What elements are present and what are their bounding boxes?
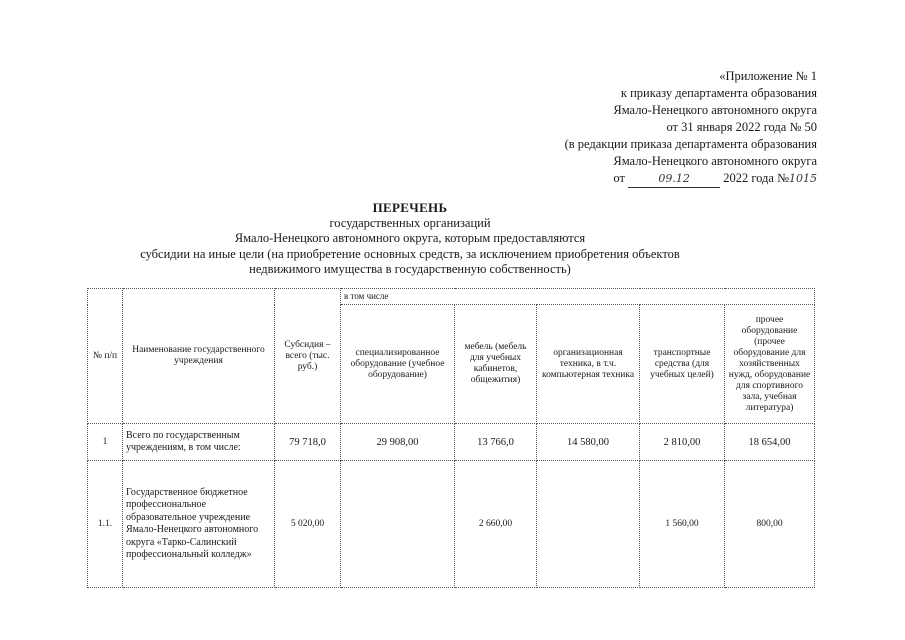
handwritten-number: 1015 [789,172,817,185]
attachment-line: «Приложение № 1 [719,69,817,83]
header-row [88,289,815,305]
attachment-date-line [565,170,817,188]
header-vehicles: транспортные средства (для учебных целей) [640,305,725,424]
handwritten-date: 09.12 [658,172,690,185]
header-furniture: мебель (мебель для учебных кабинетов, общежития) [455,305,537,424]
header-name: Наименование государственного учреждения [123,289,275,424]
date-suffix: 2022 года № [723,171,789,185]
row-num: 1 [88,424,123,461]
date-blank [628,170,720,188]
row-name: Государственное бюджетное профессиональное образовательное учреждение Ямало-Ненецкого автономного округа «Тарко-Салинский профессиональный колледж» [123,461,275,588]
row-vehicles: 2 810,00 [640,424,725,461]
attachment-line: от 31 января 2022 года № 50 [666,120,817,134]
header-other-equipment: прочее оборудование (прочее оборудование для хозяйственных нужд, оборудование для спортивного зала, учебная литература) [725,305,815,424]
header-total: Субсидия – всего (тыс. руб.) [275,289,341,424]
header-including: в том числе [341,289,815,305]
row-other-equipment: 18 654,00 [725,424,815,461]
header-num: № п/п [88,289,123,424]
attachment-line: Ямало-Ненецкого автономного округа [613,103,817,117]
attachment-line: к приказу департамента образования [620,86,817,100]
row-furniture: 13 766,0 [455,424,537,461]
table-row [88,461,815,588]
title-heading: ПЕРЕЧЕНЬ [372,200,448,215]
header-office-equipment: организационная техника, в т.ч. компьютерная техника [537,305,640,424]
title-line: Ямало-Ненецкого автономного округа, которым предоставляются [234,231,586,245]
row-vehicles: 1 560,00 [640,461,725,588]
row-name: Всего по государственным учреждениям, в том числе: [123,424,275,461]
row-office-equipment [537,461,640,588]
subsidy-table [87,288,815,588]
row-total: 5 020,00 [275,461,341,588]
attachment-line: (в редакции приказа департамента образования [564,137,817,151]
attachment-line: Ямало-Ненецкого автономного округа [613,154,817,168]
document-title [110,200,710,278]
table-row [88,424,815,461]
title-line: государственных организаций [329,215,491,230]
title-line: недвижимого имущества в государственную собственность) [249,262,571,276]
row-office-equipment: 14 580,00 [537,424,640,461]
attachment-header [565,68,817,188]
row-furniture: 2 660,00 [455,461,537,588]
row-specialized-equipment: 29 908,00 [341,424,455,461]
date-prefix: от [613,171,625,185]
row-total: 79 718,0 [275,424,341,461]
row-other-equipment: 800,00 [725,461,815,588]
row-specialized-equipment [341,461,455,588]
title-line: субсидии на иные цели (на приобретение основных средств, за исключением приобретения объектов [140,246,680,261]
header-specialized-equipment: специализированное оборудование (учебное оборудование) [341,305,455,424]
row-num: 1.1. [88,461,123,588]
